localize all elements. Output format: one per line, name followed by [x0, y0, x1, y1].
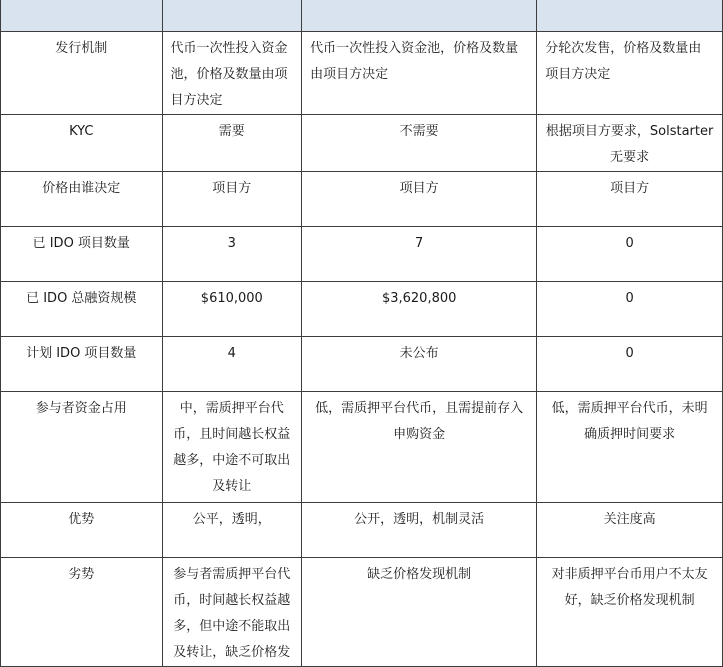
header-cell: [162, 0, 302, 31]
header-cell: [302, 0, 537, 31]
header-cell: [1, 0, 163, 31]
row-label: 计划 IDO 项目数量: [1, 336, 163, 391]
table-cell: 7: [302, 226, 537, 281]
table-row: [1, 391, 723, 502]
table-cell: 根据项目方要求，Solstarter无要求: [537, 114, 723, 171]
header-cell: [537, 0, 723, 31]
table-cell: 公平，透明，: [162, 502, 302, 557]
table-row: [1, 114, 723, 171]
table-row: [1, 502, 723, 557]
table-row: [1, 336, 723, 391]
table-cell: 0: [537, 336, 723, 391]
table-cell: 分轮次发售，价格及数量由项目方决定: [537, 31, 723, 114]
table-row: [1, 31, 723, 114]
table-cell: 项目方: [162, 171, 302, 226]
table-cell: 0: [537, 226, 723, 281]
table-row: [1, 557, 723, 666]
table-cell: 项目方: [537, 171, 723, 226]
row-label: 已 IDO 项目数量: [1, 226, 163, 281]
row-label: 价格由谁决定: [1, 171, 163, 226]
table-cell: 0: [537, 281, 723, 336]
row-label: 已 IDO 总融资规模: [1, 281, 163, 336]
table-cell: 需要: [162, 114, 302, 171]
table-row: [1, 171, 723, 226]
row-label: 优势: [1, 502, 163, 557]
table-cell: 未公布: [302, 336, 537, 391]
table-cell: 4: [162, 336, 302, 391]
table-cell: 代币一次性投入资金池，价格及数量由项目方决定: [162, 31, 302, 114]
table-cell: 不需要: [302, 114, 537, 171]
table-row: [1, 226, 723, 281]
row-label: 劣势: [1, 557, 163, 666]
table-cell: 对非质押平台币用户不太友好，缺乏价格发现机制: [537, 557, 723, 666]
table-cell: $3,620,800: [302, 281, 537, 336]
table-cell: 公开，透明，机制灵活: [302, 502, 537, 557]
table-cell: 3: [162, 226, 302, 281]
header-row: [1, 0, 723, 31]
row-label: 发行机制: [1, 31, 163, 114]
table-cell: 低，需质押平台代币，未明确质押时间要求: [537, 391, 723, 502]
row-label: KYC: [1, 114, 163, 171]
table-cell: 中，需质押平台代币，且时间越长权益越多，中途不可取出及转让: [162, 391, 302, 502]
row-label: 参与者资金占用: [1, 391, 163, 502]
table-row: [1, 281, 723, 336]
table-cell: 项目方: [302, 171, 537, 226]
table-cell: 关注度高: [537, 502, 723, 557]
table-cell: $610,000: [162, 281, 302, 336]
table-cell: 缺乏价格发现机制: [302, 557, 537, 666]
table-cell: 代币一次性投入资金池，价格及数量由项目方决定: [302, 31, 537, 114]
table-cell: 参与者需质押平台代币，时间越长权益越多，但中途不能取出及转让，缺乏价格发: [162, 557, 302, 666]
table-cell: 低，需质押平台代币，且需提前存入申购资金: [302, 391, 537, 502]
